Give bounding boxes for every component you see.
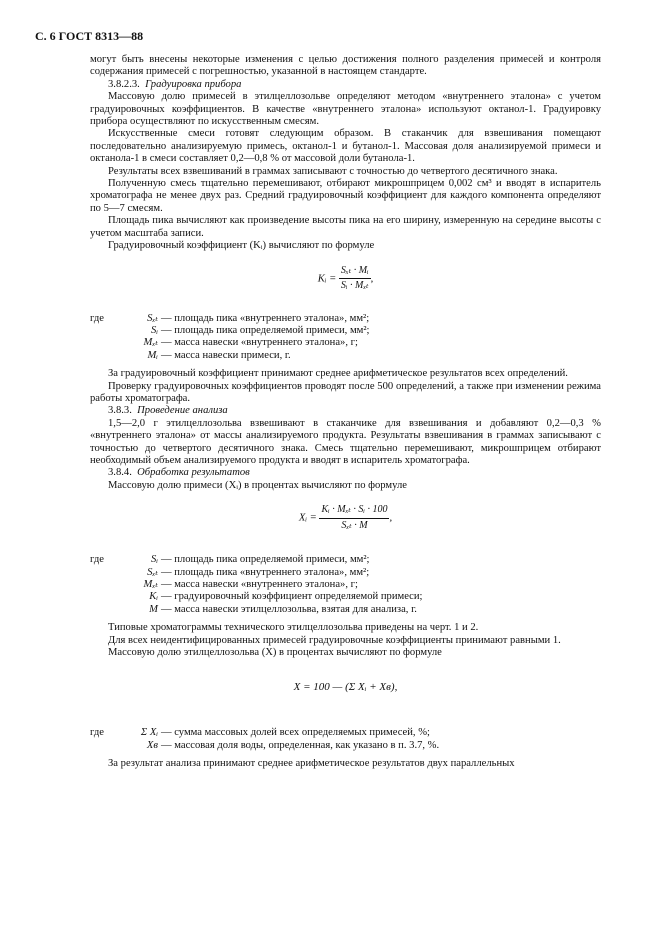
definition-row bbox=[90, 567, 601, 579]
definition-row bbox=[90, 313, 601, 325]
definition-text: — площадь пика «внутреннего эталона», мм²; bbox=[161, 566, 370, 578]
section-heading bbox=[90, 79, 601, 91]
section-heading bbox=[90, 467, 601, 479]
paragraph: Типовые хроматограммы технического этилцеллозольва приведены на черт. 1 и 2. bbox=[108, 622, 479, 634]
definition-text: — массовая доля воды, определенная, как указано в п. 3.7, %. bbox=[161, 739, 440, 751]
paragraph: Искусственные смеси готовят следующим образом. В стаканчик для взвешивания помещают последовательно анализируемую примесь, октанол-1 и бутанол-1. Массовая доля анализируемой примеси и октанола-1 в смеси составляет 0,2—0,8 % от массовой доли бутанола-1. bbox=[90, 128, 601, 165]
section-title: Обработка результатов bbox=[137, 467, 250, 479]
definition-text: — масса навески «внутреннего эталона», г; bbox=[161, 579, 358, 590]
definition-lead bbox=[90, 567, 112, 579]
section-title: Проведение анализа bbox=[137, 405, 228, 417]
definition-row bbox=[90, 554, 601, 566]
definition-symbol: M bbox=[149, 603, 158, 615]
formula-ethylcellosolve: X = 100 — (Σ Xᵢ + Xв), bbox=[293, 681, 398, 694]
section-title: Градуировка прибора bbox=[145, 78, 242, 90]
definition-row bbox=[90, 325, 601, 337]
definition-symbol: Sᵢ bbox=[151, 324, 158, 336]
definition-symbol: Sₓₜ bbox=[147, 566, 158, 578]
paragraph: Массовую долю этилцеллозольва (X) в процентах вычисляют по формуле bbox=[108, 647, 442, 659]
definition-lead bbox=[90, 740, 112, 752]
definition-lead bbox=[90, 325, 112, 337]
document-body bbox=[90, 54, 601, 771]
definition-lead: где bbox=[90, 727, 104, 739]
definition-row bbox=[90, 579, 601, 591]
paragraph: 1,5—2,0 г этилцеллозольва взвешивают в стаканчике для взвешивания и добавляют 0,2—0,3 % «внутреннего эталона» от массы анализируемого продукта. Результаты взвешивания в граммах записывают с точностью до четвертого десятичного знака. Смесь тщательно перемешивают, микрошприцем отбирают необходимый объем анализируемого продукта и вводят в испаритель хроматографа. bbox=[90, 417, 601, 466]
definition-symbol: Mₓₜ bbox=[143, 579, 158, 590]
formula-lhs: Kᵢ = bbox=[317, 272, 337, 284]
definitions-1 bbox=[90, 313, 601, 363]
paragraph: Результаты всех взвешиваний в граммах записывают с точностью до четвертого десятичного знака. bbox=[108, 165, 558, 177]
definition-lead bbox=[90, 579, 112, 591]
formula-calibration bbox=[90, 265, 601, 309]
definition-text: — площадь пика определяемой примеси, мм²; bbox=[161, 324, 370, 336]
formula-fraction bbox=[319, 504, 389, 532]
section-number: 3.8.4. bbox=[108, 467, 132, 479]
definition-symbol: Mᵢ bbox=[147, 349, 158, 361]
definition-symbol: Σ Xᵢ bbox=[140, 727, 158, 739]
definition-lead bbox=[90, 591, 112, 603]
definition-symbol: Xв bbox=[146, 739, 158, 751]
definition-lead: где bbox=[90, 312, 104, 324]
definition-text: — масса навески примеси, г. bbox=[161, 349, 291, 361]
definition-symbol: Sᵢ bbox=[151, 554, 158, 566]
paragraph: Для всех неидентифицированных примесей градуировочные коэффициенты принимают равными 1. bbox=[108, 634, 561, 646]
definition-text: — градуировочный коэффициент определяемой примеси; bbox=[161, 591, 423, 603]
definition-row bbox=[90, 591, 601, 603]
section-number: 3.8.2.3. bbox=[108, 78, 140, 90]
formula-tail: , bbox=[389, 512, 393, 524]
formula-denominator: Sᵢ · Mₓₜ bbox=[340, 279, 369, 291]
formula-numerator: Kᵢ · Mₓₜ · Sᵢ · 100 bbox=[319, 504, 389, 518]
paragraph: Градуировочный коэффициент (Kᵢ) вычисляют по формуле bbox=[108, 240, 375, 252]
formula-denominator: Sₓₜ · M bbox=[341, 519, 368, 531]
definition-lead: где bbox=[90, 554, 104, 566]
formula-impurity bbox=[90, 504, 601, 550]
definition-text: — площадь пика «внутреннего эталона», мм²; bbox=[161, 312, 370, 324]
definition-symbol: Kᵢ bbox=[149, 591, 158, 603]
paragraph: За результат анализа принимают среднее арифметическое результатов двух параллельных bbox=[108, 758, 515, 770]
definitions-3 bbox=[90, 727, 601, 752]
definition-row bbox=[90, 740, 601, 752]
paragraph: Массовую долю примесей в этилцеллозольве определяют методом «внутреннего эталона» с учетом градуировочных коэффициентов. В качестве «внутреннего эталона» используют октанол-1. Градуировку прибора осуществляют по искусственным смесям. bbox=[90, 91, 601, 128]
definition-text: — сумма массовых долей всех определяемых примесей, %; bbox=[161, 727, 430, 739]
definition-lead bbox=[90, 337, 112, 349]
definition-row bbox=[90, 727, 601, 739]
formula-lhs: Xᵢ = bbox=[298, 512, 317, 524]
definition-lead bbox=[90, 604, 112, 616]
formula-tail: , bbox=[370, 272, 374, 284]
definition-symbol: Sₓₜ bbox=[147, 312, 158, 324]
definition-row bbox=[90, 604, 601, 616]
formula-numerator: Sₓₜ · Mᵢ bbox=[339, 265, 371, 279]
definition-row bbox=[90, 350, 601, 362]
definition-lead bbox=[90, 350, 112, 362]
definition-text: — площадь пика определяемой примеси, мм²; bbox=[161, 554, 370, 566]
paragraph: Проверку градуировочных коэффициентов проводят после 500 определений, а также при изменении режима работы хроматографа. bbox=[90, 380, 601, 404]
paragraph: Массовую долю примеси (Xᵢ) в процентах вычисляют по формуле bbox=[108, 479, 407, 491]
definition-text: — масса навески «внутреннего эталона», г; bbox=[161, 337, 358, 349]
definitions-2 bbox=[90, 554, 601, 616]
section-number: 3.8.3. bbox=[108, 405, 132, 417]
definition-text: — масса навески этилцеллозольва, взятая для анализа, г. bbox=[161, 603, 417, 615]
paragraph: могут быть внесены некоторые изменения с целью достижения полного разделения примесей и контроля содержания примесей с погрешностью, указанной в настоящем стандарте. bbox=[90, 54, 601, 78]
section-heading bbox=[90, 405, 601, 417]
definition-symbol: Mₓₜ bbox=[143, 337, 158, 349]
definition-row bbox=[90, 337, 601, 349]
paragraph: Полученную смесь тщательно перемешивают, отбирают микрошприцем 0,002 см³ и вводят в испаритель хроматографа не менее двух раз. Средний градуировочный коэффициент для каждого компонента определяют по 5—7 смесям. bbox=[90, 178, 601, 214]
paragraph: За градуировочный коэффициент принимают среднее арифметическое результатов всех определений. bbox=[108, 368, 568, 380]
page-header: С. 6 ГОСТ 8313—88 bbox=[35, 29, 144, 43]
formula-fraction bbox=[339, 265, 371, 293]
paragraph: Площадь пика вычисляют как произведение высоты пика на его ширину, измеренную на середине высоты с учетом масштаба записи. bbox=[90, 215, 601, 239]
